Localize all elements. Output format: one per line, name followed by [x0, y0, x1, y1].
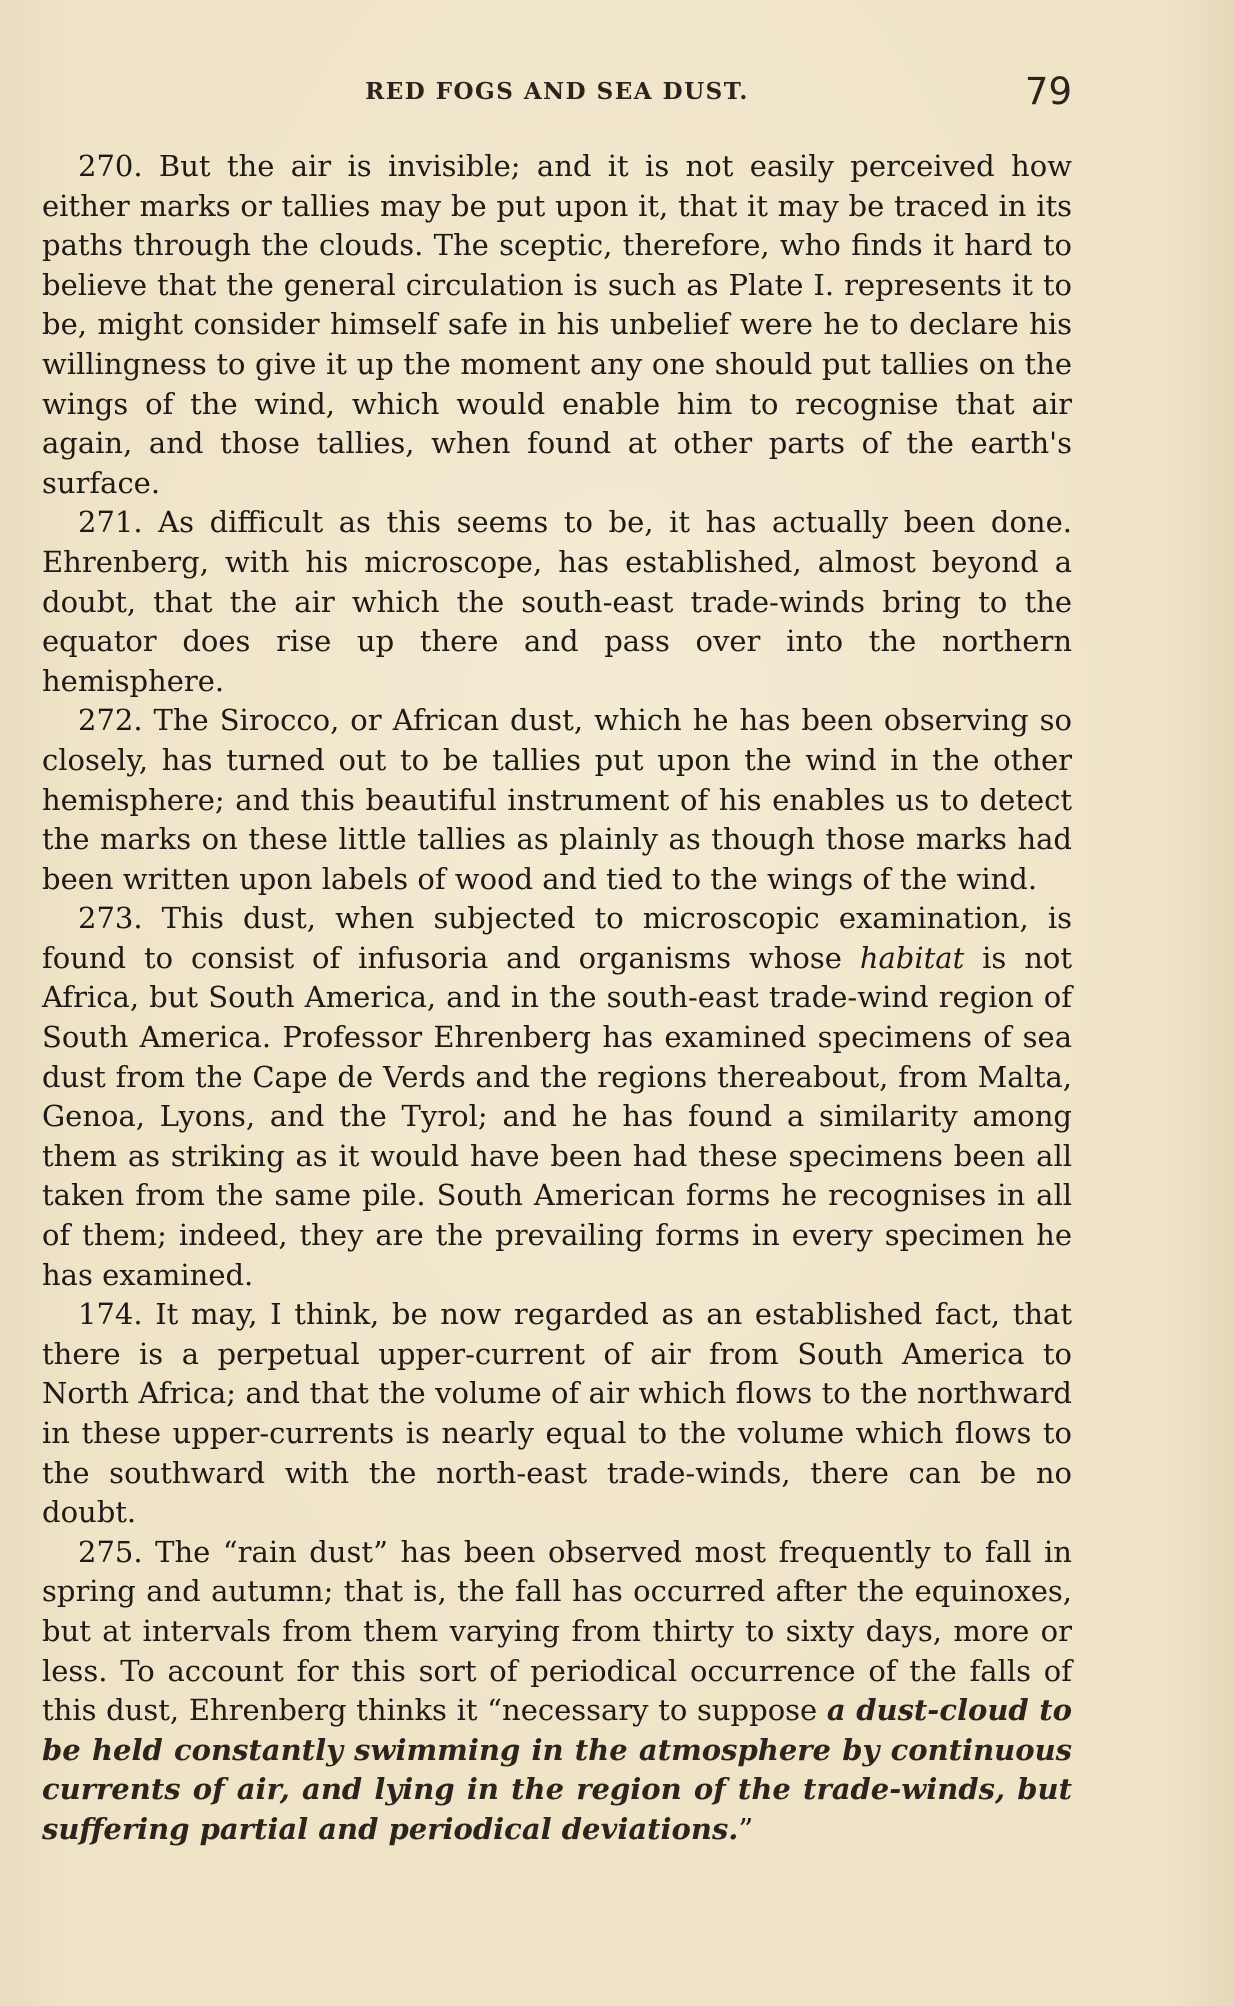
paragraph-275 — [42, 1533, 1072, 1850]
running-title: RED FOGS AND SEA DUST. — [365, 78, 749, 105]
paragraph-270: 270. But the air is invisible; and it is not easily perceived how either marks or tallies may be put upon it, that it may be traced in its paths through the clouds. The sceptic, therefore, who finds it hard to believe that the general circulation is such as Plate I. represents it to be, might consider himself safe in his unbelief were he to declare his willingness to give it up the moment any one should put tallies on the wings of the wind, which would enable him to recognise that air again, and those tallies, when found at other parts of the earth's surface. — [42, 149, 1072, 500]
paragraph-271: 271. As difficult as this seems to be, it has actually been done. Ehrenberg, with his microscope, has established, almost beyond a doubt, that the air which the south-east trade-winds bring to the equator does rise up there and pass over into the northern hemisphere. — [42, 505, 1072, 698]
paragraph-273 — [42, 899, 1072, 1295]
page-header — [42, 70, 1072, 118]
paragraph-275-closing-quote: ” — [738, 1811, 754, 1846]
paragraph-272: 272. The Sirocco, or African dust, which he has been observing so closely, has turned out to be tallies put upon the wind in the other hemisphere; and this beautiful instrument of his enables us to detect the marks on these little tallies as plainly as though those marks had been written upon labels of wood and tied to the wings of the wind. — [42, 703, 1072, 896]
paragraph-273-text-end: is not Africa, but South America, and in the south-east trade-wind region of South America. Professor Ehrenberg has examined specimens of sea dust from the Cape de Verds and the regions thereabout, from Malta, Genoa, Lyons, and the Tyrol; and he has found a similarity among them as striking as it would have been had these specimens been all taken from the same pile. South American forms he recognises in all of them; indeed, they are the prevailing forms in every specimen he has examined. — [42, 940, 1072, 1292]
paragraph-274: 174. It may, I think, be now regarded as an established fact, that there is a perpetual upper-current of air from South America to North Africa; and that the volume of air which flows to the northward in these upper-currents is nearly equal to the volume which flows to the southward with the north-east trade-winds, there can be no doubt. — [42, 1297, 1072, 1530]
page-number: 79 — [1024, 70, 1072, 113]
paragraph-275-text-start: 275. The “rain dust” has been observed most frequently to fall in spring and autumn; that is, the fall has occurred after the equinoxes, but at intervals from them varying from thirty to sixty days, more or less. To account for this sort of periodical occurrence of the falls of this dust, Ehrenberg thinks it “necessary to suppose — [42, 1534, 1072, 1728]
body-text — [42, 147, 1072, 1850]
paragraph-275-italic-quote: a dust-cloud to be held constantly swimming in the atmosphere by continuous currents of air, and lying in the region of the trade-winds, but suffering partial and periodical deviations. — [42, 1693, 1072, 1846]
paragraph-273-text-start: 273. This dust, when subjected to microscopic examination, is found to consist of infusoria and organisms whose — [42, 901, 1072, 975]
paragraph-273-italic-term: habitat — [859, 940, 965, 975]
